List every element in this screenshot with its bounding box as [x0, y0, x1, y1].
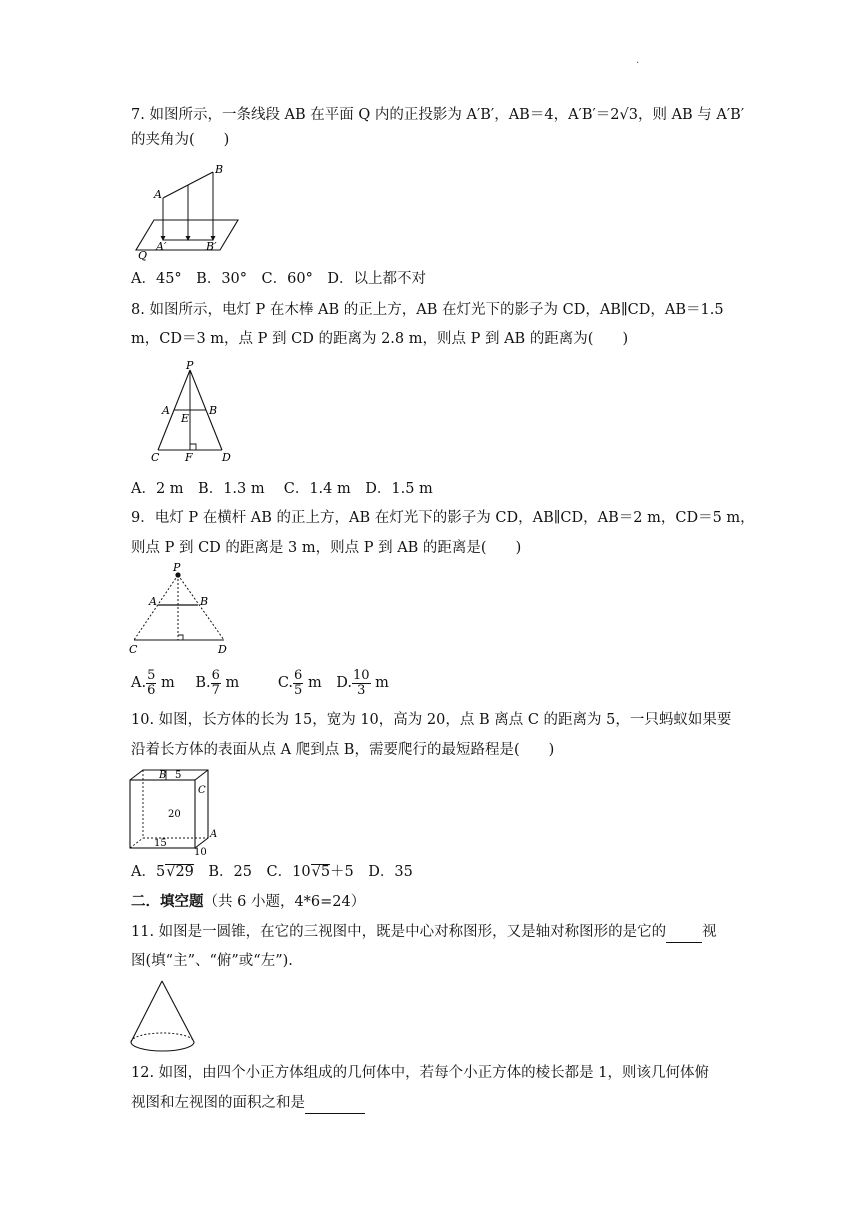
- q12-line1: 12. 如图，由四个小正方体组成的几何体中，若每个小正方体的棱长都是 1，则该几何体俯: [131, 1065, 709, 1081]
- label-f: F: [185, 451, 193, 464]
- label-b: B: [215, 163, 224, 176]
- q9-options: [131, 668, 389, 698]
- label-c: C: [129, 643, 138, 656]
- q9-line2: 则点 P 到 CD 的距离是 3 m，则点 P 到 AB 的距离是( ): [131, 540, 522, 556]
- label-q: Q: [138, 249, 148, 262]
- label-a1: A′: [156, 240, 167, 253]
- q12-line2: 视图和左视图的面积之和是: [131, 1093, 365, 1114]
- q7-line2: 的夹角为( ): [131, 132, 230, 148]
- label-d: D: [218, 643, 227, 656]
- q12-answer-blank[interactable]: [305, 1093, 365, 1114]
- q7-figure: [132, 160, 242, 260]
- q11-line2: 图(填“主”、“俯”或“左”).: [131, 953, 293, 969]
- q8-figure: [145, 360, 240, 465]
- label-10: 10: [194, 847, 207, 858]
- label-a: A: [210, 829, 218, 840]
- section-2-heading: 二．填空题（共 6 小题，4*6=24）: [131, 893, 366, 910]
- q9-figure: [128, 561, 238, 657]
- label-a: A: [149, 595, 157, 608]
- q8-line2: m，CD＝3 m，点 P 到 CD 的距离为 2.8 m，则点 P 到 AB 的距离为( ): [131, 331, 629, 347]
- label-e: E: [181, 412, 190, 425]
- q9-line1: 9．电灯 P 在横杆 AB 的正上方，AB 在灯光下的影子为 CD，AB∥CD，AB＝2 m，CD＝5 m，: [131, 510, 755, 526]
- cone-figure: [128, 978, 198, 1058]
- sqrt-5: √5: [311, 864, 331, 880]
- label-15: 15: [154, 838, 167, 849]
- q8-line1: 8. 如图所示，电灯 P 在木棒 AB 的正上方，AB 在灯光下的影子为 CD，AB∥CD，AB＝1.5: [131, 302, 724, 318]
- label-b: B: [200, 595, 209, 608]
- label-a: A: [154, 188, 162, 201]
- label-20: 20: [168, 809, 181, 820]
- q9-option-c: C. $\frac{6}{5}$ m: [277, 667, 322, 698]
- q7-options: A．45° B．30° C．60° D．以上都不对: [131, 271, 426, 287]
- label-p: P: [186, 359, 194, 372]
- q9-option-b: B. $\frac{6}{7}$ m: [195, 667, 240, 698]
- plane-q: [136, 220, 238, 250]
- label-d: D: [222, 451, 231, 464]
- q10-line2: 沿着长方体的表面从点 A 爬到点 B，需要爬行的最短路程是( ): [131, 742, 555, 758]
- label-c: C: [151, 451, 160, 464]
- label-c: C: [198, 785, 206, 796]
- q11-answer-blank[interactable]: [666, 922, 702, 943]
- q10-options: A．5√29 B．25 C．10√5＋5 D．35: [131, 864, 413, 880]
- label-5: 5: [175, 770, 182, 781]
- label-b1: B′: [206, 240, 217, 253]
- q10-line1: 10. 如图，长方体的长为 15，宽为 10，高为 20，点 B 离点 C 的距离为 5，一只蚂蚁如果要: [131, 712, 732, 728]
- q7-line1: 7. 如图所示，一条线段 AB 在平面 Q 内的正投影为 A′B′，AB＝4，A′B′＝2√3，则 AB 与 A′B′: [131, 107, 745, 123]
- q8-options: A．2 m B．1.3 m C．1.4 m D．1.5 m: [131, 481, 433, 497]
- sqrt-29: √29: [166, 864, 194, 880]
- label-b: B: [159, 770, 167, 781]
- q9-option-a: A. $\frac{5}{6}$ m: [131, 667, 175, 698]
- q11-line1: 11. 如图是一圆锥，在它的三视图中，既是中心对称图形，又是轴对称图形的是它的 视: [131, 922, 717, 943]
- q10-figure: [128, 767, 223, 857]
- q9-option-d: D. $\frac{10}{3}$ m: [336, 667, 389, 698]
- header-mark: ·: [636, 58, 640, 69]
- label-b: B: [209, 404, 218, 417]
- label-a: A: [162, 404, 170, 417]
- label-p: P: [173, 561, 181, 574]
